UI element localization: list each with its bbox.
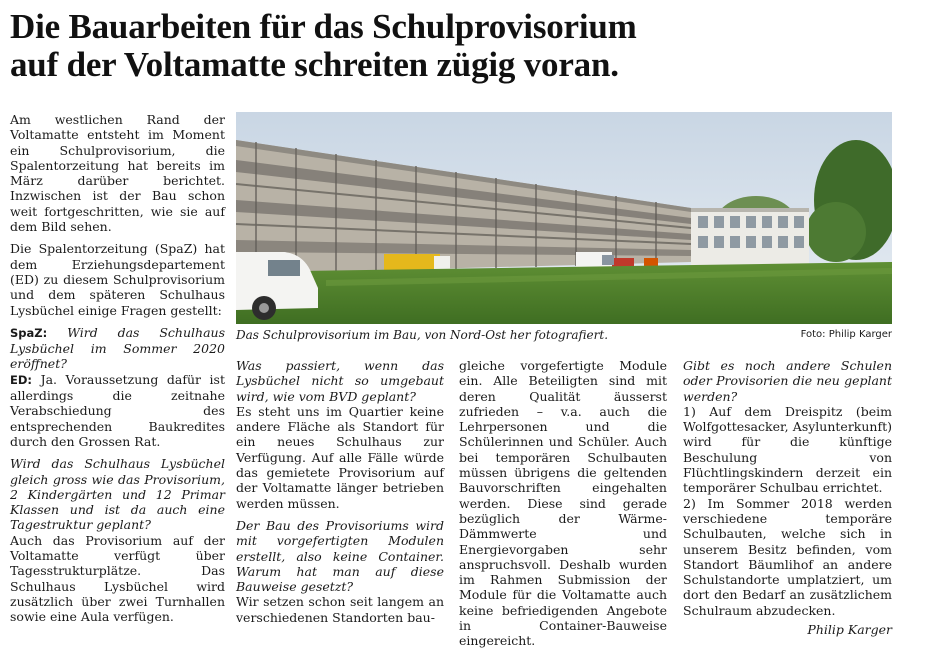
answer-3: Es steht uns im Quartier keine andere Fläche als Standort für ein neues Schulhaus zur Verfügung. Auf alle Fälle würde das gemietete Provisorium auf der Voltamatte länger betrieben werden müssen. (236, 403, 444, 511)
column-3 (459, 358, 667, 649)
ed-label: ED: (10, 372, 33, 387)
question-1 (10, 325, 225, 372)
question-4: Der Bau des Provisoriums wird mit vorgefertigten Modulen erstellt, also keine Container. Warum hat man auf diese Bauweise gesetzt? (236, 517, 444, 595)
intro-paragraph-2: Die Spalentorzeitung (SpaZ) hat dem Erziehungsdepartement (ED) zu diesem Schulprovisorium und dem späteren Schulhaus Lysbüchel einige Fragen gestellt: (10, 241, 225, 318)
question-1-text: Wird das Schulhaus Lysbüchel im Sommer 2020 eröffnet? (10, 324, 225, 372)
headline (10, 8, 916, 84)
column-1 (10, 112, 225, 625)
answer-1 (10, 372, 225, 449)
answer-5-part-2: 2) Im Sommer 2018 werden verschiedene temporäre Schulbauten, welche sich in unserem Besitz befinden, vom Standort Bäumlihof an andere Schulstandorte umplatziert, um dort den Bedarf an zusätzlichem Schulraum abzudecken. (683, 495, 892, 618)
photo-credit: Foto: Philip Karger (800, 329, 892, 340)
construction-photo-image (236, 112, 892, 324)
spaz-label: SpaZ: (10, 325, 48, 340)
construction-photo (236, 112, 892, 324)
column-2 (236, 358, 444, 625)
photo-caption (236, 328, 892, 344)
headline-line-1: Die Bauarbeiten für das Schulprovisorium (10, 7, 637, 46)
question-5: Gibt es noch andere Schulen oder Provisorien die neu geplant werden? (683, 358, 892, 404)
answer-2: Auch das Provisorium auf der Voltamatte verfügt über Tagesstrukturplätze. Das Schulhaus Lysbüchel wird zusätzlich über zwei Turnhallen sowie eine Aula verfügen. (10, 532, 225, 625)
question-2: Wird das Schulhaus Lysbüchel gleich gross wie das Provisorium, 2 Kindergärten und 12 Primar Klassen und ist da auch eine Tagestruktur geplant? (10, 456, 225, 533)
intro-paragraph-1: Am westlichen Rand der Voltamatte entsteht im Moment ein Schulprovisorium, die Spalentorzeitung hat bereits im März darüber berichtet. Inzwischen ist der Bau schon weit fortgeschritten, wie sie auf dem Bild sehen. (10, 112, 225, 235)
column-4 (683, 358, 892, 637)
author-signature: Philip Karger (807, 622, 892, 638)
question-3: Was passiert, wenn das Lysbüchel nicht so umgebaut wird, wie vom BVD geplant? (236, 358, 444, 404)
answer-1-text: Ja. Voraussetzung dafür ist allerdings die zeitnahe Verabschiedung des entsprechenden Baukredites durch den Grossen Rat. (10, 371, 225, 449)
answer-4-continued: gleiche vorgefertigte Module ein. Alle Beteiligten sind mit deren Qualität äusserst zufrieden – v.a. auch die Lehrpersonen und die Schülerinnen und Schüler. Auch bei temporären Schulbauten müssen übrigens die geltenden Bauvorschriften eingehalten werden. Diese sind gerade bezüglich der Wärme-Dämmwerte und Energievorgaben sehr anspruchsvoll. Deshalb wurden im Rahmen Submission der Module für die Voltamatte auch keine befriedigenden Angebote in Container-Bauweise eingereicht. (459, 358, 667, 649)
answer-5-part-1: 1) Auf dem Dreispitz (beim Wolfgottesacker, Asylunterkunft) wird für die künftige Beschulung von Flüchtlingskindern derzeit ein temporärer Schulbau errichtet. (683, 403, 892, 496)
photo-caption-text: Das Schulprovisorium im Bau, von Nord-Ost her fotografiert. (236, 328, 609, 342)
answer-4-start: Wir setzen schon seit langem an verschiedenen Standorten bau- (236, 594, 444, 625)
headline-line-2: auf der Voltamatte schreiten zügig voran. (10, 45, 619, 84)
